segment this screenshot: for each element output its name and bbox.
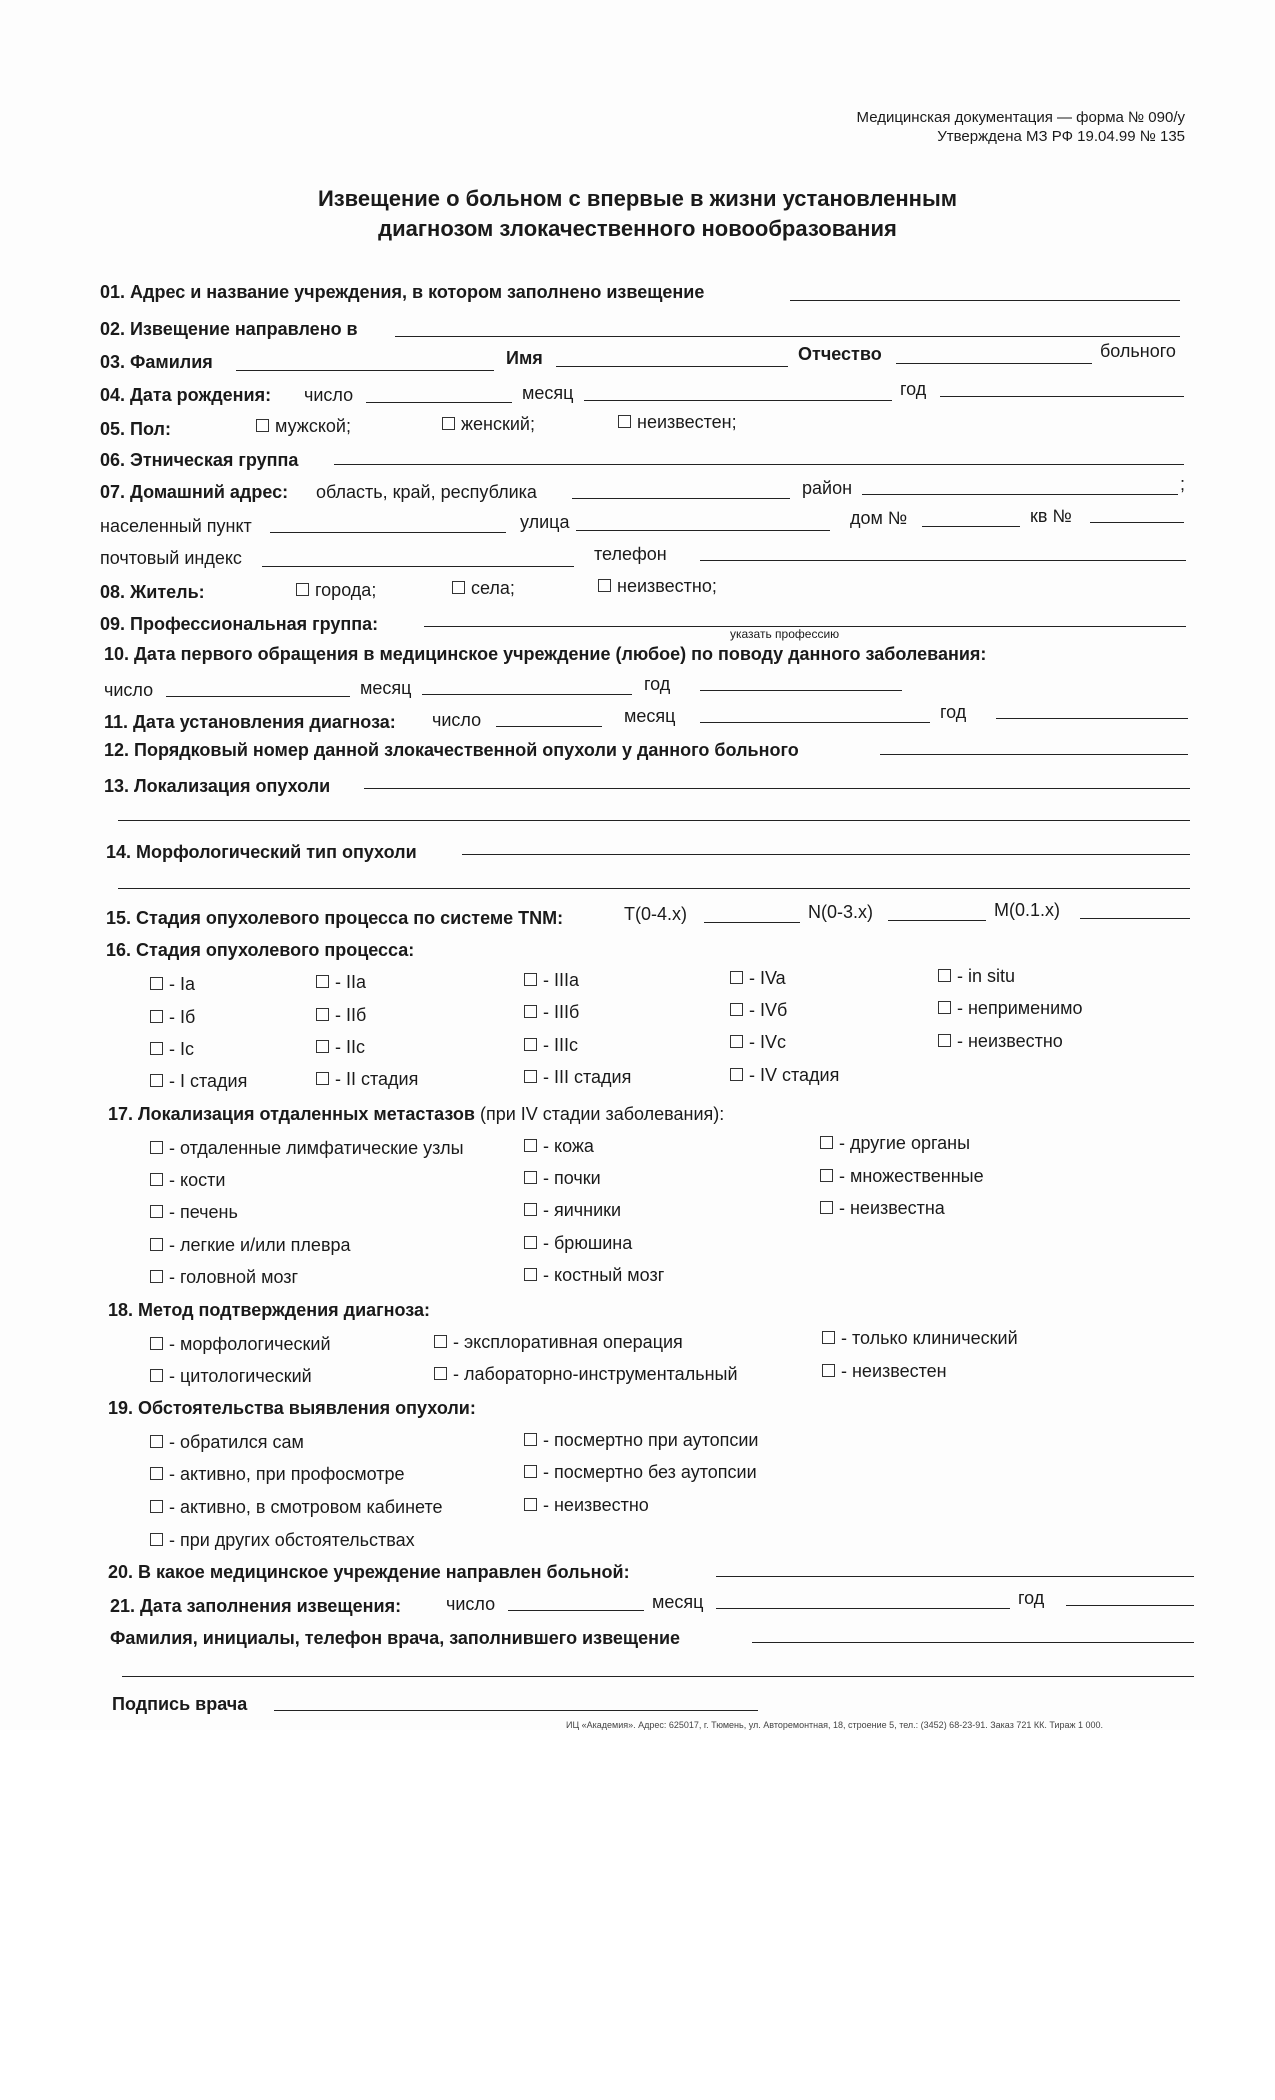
checkbox-icon[interactable] (296, 583, 309, 596)
title-line1: Извещение о больном с впервые в жизни установленным (317, 186, 958, 211)
resident-city-option[interactable] (296, 580, 376, 601)
morphology-field-2[interactable] (118, 888, 1190, 889)
q11-year-label: год (940, 702, 967, 722)
q04-label: 04. Дата рождения: (100, 385, 272, 405)
option-label: - IIIб (543, 1002, 580, 1022)
q10-label: 10. Дата первого обращения в медицинское учреждение (любое) по поводу данного заболевания: (104, 644, 987, 664)
metastasis-option[interactable] (524, 1200, 621, 1221)
q07-district-label: район (802, 478, 853, 498)
blank-area (0, 1730, 1275, 2100)
stage-option[interactable] (316, 1037, 365, 1058)
option-label: - эксплоративная операция (453, 1332, 683, 1352)
checkbox-icon[interactable] (150, 977, 163, 990)
checkbox-icon[interactable] (316, 1072, 329, 1085)
checkbox-icon[interactable] (452, 581, 465, 594)
q17-label (108, 1104, 724, 1125)
stage-option[interactable] (524, 970, 579, 991)
confirmation-option[interactable] (822, 1328, 1018, 1349)
q15-label: 15. Стадия опухолевого процесса по системе TNM: (106, 908, 564, 928)
option-label: - IIa (335, 972, 367, 992)
q10-month-label: месяц (360, 678, 412, 698)
diagnosis-day-field[interactable] (496, 726, 602, 727)
stage-option[interactable] (938, 1031, 1063, 1052)
stage-option[interactable] (730, 1000, 787, 1021)
confirmation-option[interactable] (434, 1332, 683, 1353)
stage-option[interactable] (730, 1032, 786, 1053)
option-label: - при других обстоятельствах (169, 1530, 415, 1550)
q13-label: 13. Локализация опухоли (104, 776, 331, 796)
option-label: - яичники (543, 1200, 622, 1220)
stage-option[interactable] (730, 1065, 839, 1086)
checkbox-icon[interactable] (822, 1331, 835, 1344)
option-label: - неизвестно (957, 1031, 1063, 1051)
detection-option[interactable] (150, 1432, 304, 1453)
option-label: - Ia (169, 974, 196, 994)
q07-zip-label: почтовый индекс (100, 548, 242, 568)
checkbox-icon[interactable] (150, 1010, 163, 1023)
stage-option[interactable] (150, 974, 195, 995)
q03-suffix: больного (1100, 341, 1176, 361)
option-label: - кожа (543, 1136, 594, 1156)
q21-month-label: месяц (652, 1592, 704, 1612)
checkbox-icon[interactable] (938, 1034, 951, 1047)
option-label: - посмертно без аутопсии (543, 1462, 757, 1482)
q03-name-label: Имя (506, 348, 543, 368)
q11-label: 11. Дата установления диагноза: (104, 712, 396, 732)
checkbox-icon[interactable] (150, 1141, 163, 1154)
q07-label: 07. Домашний адрес: (100, 482, 289, 502)
metastasis-option[interactable] (150, 1138, 464, 1159)
doctor-info-field[interactable] (752, 1642, 1194, 1643)
q07-region-label: область, край, республика (316, 482, 537, 502)
tnm-t-field[interactable] (704, 922, 800, 923)
q19-label: 19. Обстоятельства выявления опухоли: (108, 1398, 476, 1418)
checkbox-icon[interactable] (316, 975, 329, 988)
confirmation-option[interactable] (150, 1366, 312, 1387)
name-field[interactable] (556, 366, 788, 367)
checkbox-icon[interactable] (150, 1270, 163, 1283)
checkbox-icon[interactable] (730, 971, 743, 984)
checkbox-icon[interactable] (316, 1008, 329, 1021)
checkbox-icon[interactable] (524, 1268, 537, 1281)
checkbox-icon[interactable] (150, 1533, 163, 1546)
checkbox-icon[interactable] (524, 1433, 537, 1446)
doctor-info-field-2[interactable] (122, 1676, 1194, 1677)
checkbox-icon[interactable] (150, 1337, 163, 1350)
surname-field[interactable] (236, 370, 494, 371)
checkbox-icon[interactable] (150, 1238, 163, 1251)
signature-label: Подпись врача (112, 1694, 248, 1714)
detection-option[interactable] (150, 1464, 405, 1485)
checkbox-icon[interactable] (618, 415, 631, 428)
tnm-t-label: Т(0-4.х) (624, 904, 687, 924)
stage-option[interactable] (316, 972, 366, 993)
signature-field[interactable] (274, 1710, 758, 1711)
stage-option[interactable] (150, 1071, 247, 1092)
stage-option[interactable] (524, 1067, 631, 1088)
tnm-n-label: N(0-3.х) (808, 902, 874, 922)
q10-year-label: год (644, 674, 671, 694)
q18-label: 18. Метод подтверждения диагноза: (108, 1300, 431, 1320)
metastasis-option[interactable] (150, 1170, 225, 1191)
diagnosis-year-field[interactable] (996, 718, 1188, 719)
option-label: мужской; (275, 416, 351, 436)
q04-day-label: число (304, 385, 354, 405)
stage-option[interactable] (150, 1039, 194, 1060)
option-label: - in situ (957, 966, 1016, 986)
q11-day-label: число (432, 710, 482, 730)
sex-female-option[interactable] (442, 414, 535, 435)
phone-field[interactable] (700, 560, 1186, 561)
confirmation-option[interactable] (434, 1364, 738, 1385)
option-label: неизвестно; (617, 576, 717, 596)
checkbox-icon[interactable] (150, 1205, 163, 1218)
q07-apt-label: кв № (1030, 506, 1072, 526)
detection-option[interactable] (150, 1530, 415, 1551)
option-label: города; (315, 580, 377, 600)
q04-month-label: месяц (522, 383, 574, 403)
zip-field[interactable] (262, 566, 574, 567)
q02-field[interactable] (395, 336, 1180, 337)
tumor-localization-field[interactable] (364, 788, 1190, 789)
metastasis-option[interactable] (524, 1233, 632, 1254)
settlement-field[interactable] (270, 532, 506, 533)
q21-day-label: число (446, 1594, 496, 1614)
district-field[interactable] (862, 494, 1178, 495)
detection-option[interactable] (524, 1430, 758, 1451)
birth-year-field[interactable] (940, 396, 1184, 397)
option-label: - неизвестен (841, 1361, 947, 1381)
checkbox-icon[interactable] (150, 1500, 163, 1513)
confirmation-option[interactable] (150, 1334, 331, 1355)
q16-label: 16. Стадия опухолевого процесса: (106, 940, 415, 960)
q07-phone-label: телефон (594, 544, 667, 564)
option-label: - другие органы (839, 1133, 971, 1153)
q05-label: 05. Пол: (100, 419, 171, 439)
checkbox-icon[interactable] (150, 1369, 163, 1382)
q06-label: 06. Этническая группа (100, 450, 299, 470)
checkbox-icon[interactable] (434, 1335, 447, 1348)
resident-unknown-option[interactable] (598, 576, 717, 597)
metastasis-option[interactable] (820, 1166, 984, 1187)
option-label: - III стадия (543, 1067, 632, 1087)
option-label: - IVc (749, 1032, 787, 1052)
stage-option[interactable] (938, 966, 1015, 987)
option-label: - легкие и/или плевра (169, 1235, 351, 1255)
option-label: села; (471, 578, 515, 598)
house-field[interactable] (922, 526, 1020, 527)
form-code (857, 108, 1185, 146)
first-visit-month-field[interactable] (422, 694, 632, 695)
title-line2: диагнозом злокачественного новообразования (378, 216, 897, 241)
option-label: - множественные (839, 1166, 984, 1186)
q17-note: (при IV стадии заболевания): (479, 1104, 725, 1124)
sex-unknown-option[interactable] (618, 412, 737, 433)
option-label: - только клинический (841, 1328, 1018, 1348)
metastasis-option[interactable] (524, 1265, 664, 1286)
q20-label: 20. В какое медицинское учреждение направлен больной: (108, 1562, 630, 1582)
option-label: - IV стадия (749, 1065, 840, 1085)
checkbox-icon[interactable] (524, 1236, 537, 1249)
stage-option[interactable] (524, 1035, 578, 1056)
stage-option[interactable] (730, 968, 786, 989)
detection-option[interactable] (524, 1462, 757, 1483)
option-label: - отдаленные лимфатические узлы (169, 1138, 464, 1158)
apartment-field[interactable] (1090, 522, 1184, 523)
metastasis-option[interactable] (150, 1267, 298, 1288)
q07-semicolon: ; (1180, 474, 1186, 494)
option-label: - костный мозг (543, 1265, 665, 1285)
q11-month-label: месяц (624, 706, 676, 726)
checkbox-icon[interactable] (938, 969, 951, 982)
doctor-label: Фамилия, инициалы, телефон врача, заполнившего извещение (110, 1628, 681, 1648)
checkbox-icon[interactable] (524, 1171, 537, 1184)
q21-year-label: год (1018, 1588, 1045, 1608)
option-label: - почки (543, 1168, 601, 1188)
q09-hint: указать профессию (730, 627, 840, 641)
option-label: - I стадия (169, 1071, 248, 1091)
option-label: - кости (169, 1170, 226, 1190)
metastasis-option[interactable] (820, 1133, 970, 1154)
form-code-line1: Медицинская документация — форма № 090/у (856, 109, 1185, 126)
q07-street-label: улица (520, 512, 570, 532)
metastasis-option[interactable] (820, 1198, 945, 1219)
tnm-m-field[interactable] (1080, 918, 1190, 919)
checkbox-icon[interactable] (524, 1005, 537, 1018)
checkbox-icon[interactable] (150, 1173, 163, 1186)
q08-label: 08. Житель: (100, 582, 205, 602)
q12-label: 12. Порядковый номер данной злокачественной опухоли у данного больного (104, 740, 799, 760)
option-label: - неприменимо (957, 998, 1083, 1018)
morphology-field[interactable] (462, 854, 1190, 855)
checkbox-icon[interactable] (442, 417, 455, 430)
metastasis-option[interactable] (150, 1202, 238, 1223)
option-label: - обратился сам (169, 1432, 304, 1452)
stage-option[interactable] (316, 1005, 366, 1026)
checkbox-icon[interactable] (730, 1003, 743, 1016)
checkbox-icon[interactable] (150, 1074, 163, 1087)
tumor-localization-field-2[interactable] (118, 820, 1190, 821)
q07-settlement-label: населенный пункт (100, 516, 252, 536)
q03-label: 03. Фамилия (100, 352, 213, 372)
sex-male-option[interactable] (256, 416, 351, 437)
option-label: - морфологический (169, 1334, 331, 1354)
form-code-line2: Утверждена МЗ РФ 19.04.99 № 135 (937, 128, 1185, 145)
fill-month-field[interactable] (716, 1608, 1010, 1609)
option-label: - цитологический (169, 1366, 312, 1386)
checkbox-icon[interactable] (822, 1364, 835, 1377)
checkbox-icon[interactable] (316, 1040, 329, 1053)
option-label: - IIc (335, 1037, 365, 1057)
option-label: - посмертно при аутопсии (543, 1430, 759, 1450)
checkbox-icon[interactable] (820, 1136, 833, 1149)
ethnic-group-field[interactable] (334, 464, 1184, 465)
option-label: - IVa (749, 968, 786, 988)
checkbox-icon[interactable] (150, 1042, 163, 1055)
first-visit-day-field[interactable] (166, 696, 350, 697)
option-label: - II стадия (335, 1069, 419, 1089)
option-label: - брюшина (543, 1233, 633, 1253)
metastasis-option[interactable] (150, 1235, 351, 1256)
checkbox-icon[interactable] (150, 1467, 163, 1480)
option-label: - IIб (335, 1005, 367, 1025)
q02-label: 02. Извещение направлено в (100, 319, 358, 339)
q17-label-text: 17. Локализация отдаленных метастазов (108, 1104, 475, 1124)
option-label: - печень (169, 1202, 238, 1222)
fill-year-field[interactable] (1066, 1605, 1194, 1606)
diagnosis-month-field[interactable] (700, 722, 930, 723)
option-label: - неизвестно (543, 1495, 649, 1515)
resident-village-option[interactable] (452, 578, 515, 599)
fill-day-field[interactable] (508, 1610, 644, 1611)
option-label: - активно, в смотровом кабинете (169, 1497, 443, 1517)
q14-label: 14. Морфологический тип опухоли (106, 842, 417, 862)
tumor-number-field[interactable] (880, 754, 1188, 755)
q01-field[interactable] (790, 300, 1180, 301)
stage-option[interactable] (524, 1002, 579, 1023)
stage-option[interactable] (150, 1007, 195, 1028)
option-label: - Iб (169, 1007, 196, 1027)
birth-day-field[interactable] (366, 402, 512, 403)
checkbox-icon[interactable] (938, 1001, 951, 1014)
checkbox-icon[interactable] (820, 1201, 833, 1214)
tnm-m-label: M(0.1.х) (994, 900, 1061, 920)
checkbox-icon[interactable] (524, 1139, 537, 1152)
option-label: неизвестен; (637, 412, 737, 432)
checkbox-icon[interactable] (730, 1068, 743, 1081)
q04-year-label: год (900, 379, 927, 399)
checkbox-icon[interactable] (524, 973, 537, 986)
checkbox-icon[interactable] (524, 1498, 537, 1511)
q09-label: 09. Профессиональная группа: (100, 614, 379, 634)
option-label: - активно, при профосмотре (169, 1464, 405, 1484)
checkbox-icon[interactable] (730, 1035, 743, 1048)
option-label: - Ic (169, 1039, 194, 1059)
stage-option[interactable] (938, 998, 1083, 1019)
option-label: женский; (461, 414, 535, 434)
tnm-n-field[interactable] (888, 920, 986, 921)
option-label: - лабораторно-инструментальный (453, 1364, 738, 1384)
checkbox-icon[interactable] (524, 1465, 537, 1478)
confirmation-option[interactable] (822, 1361, 947, 1382)
checkbox-icon[interactable] (524, 1203, 537, 1216)
printer-footer: ИЦ «Академия». Адрес: 625017, г. Тюмень, ул. Авторемонтная, 18, строение 5, тел.: (3452) 68-23-91. Заказ 721 КК. Тираж 1 000. (566, 1720, 1104, 1730)
option-label: - IIIc (543, 1035, 578, 1055)
option-label: - IIIa (543, 970, 580, 990)
referral-institution-field[interactable] (716, 1576, 1194, 1577)
detection-option[interactable] (150, 1497, 443, 1518)
option-label: - IVб (749, 1000, 788, 1020)
metastasis-option[interactable] (524, 1168, 601, 1189)
street-field[interactable] (576, 530, 830, 531)
checkbox-icon[interactable] (524, 1070, 537, 1083)
region-field[interactable] (572, 498, 790, 499)
detection-option[interactable] (524, 1495, 649, 1516)
q07-house-label: дом № (850, 508, 908, 528)
document-title (0, 184, 1275, 244)
first-visit-year-field[interactable] (700, 690, 902, 691)
q21-label: 21. Дата заполнения извещения: (110, 1596, 402, 1616)
q03-patronymic-label: Отчество (798, 344, 882, 364)
checkbox-icon[interactable] (150, 1435, 163, 1448)
checkbox-icon[interactable] (256, 419, 269, 432)
q10-day-label: число (104, 680, 154, 700)
birth-month-field[interactable] (584, 400, 892, 401)
option-label: - неизвестна (839, 1198, 945, 1218)
checkbox-icon[interactable] (524, 1038, 537, 1051)
q01-label: 01. Адрес и название учреждения, в котором заполнено извещение (100, 282, 705, 302)
metastasis-option[interactable] (524, 1136, 594, 1157)
checkbox-icon[interactable] (434, 1367, 447, 1380)
checkbox-icon[interactable] (598, 579, 611, 592)
stage-option[interactable] (316, 1069, 418, 1090)
option-label: - головной мозг (169, 1267, 299, 1287)
patronymic-field[interactable] (896, 363, 1092, 364)
checkbox-icon[interactable] (820, 1169, 833, 1182)
